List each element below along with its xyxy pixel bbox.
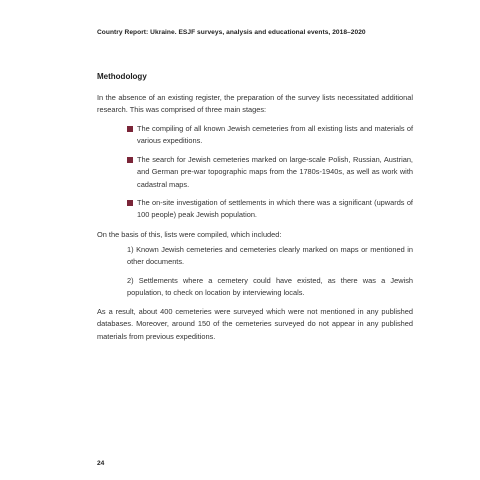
basis-paragraph: On the basis of this, lists were compiled, which included: [97,230,282,239]
stage-item [127,154,413,191]
result-paragraph: As a result, about 400 cemeteries were surveyed which were not mentioned in any published databases. Moreover, around 150 of the cemeteries surveyed do not appear in any published materials from previous expeditions. [97,307,413,341]
stage-text: The on-site investigation of settlements in which there was a significant (upwards of 100 people) peak Jewish population. [137,198,413,220]
stage-text: The compiling of all known Jewish cemeteries from all existing lists and materials of various expeditions. [137,124,413,146]
section-heading: Methodology [97,72,147,81]
stage-item [127,197,413,222]
stage-text: The search for Jewish cemeteries marked on large-scale Polish, Russian, Austrian, and German pre-war topographic maps from the 1780s-1940s, as well as work with cadastral maps. [137,154,413,189]
stages-list [127,123,413,228]
list-item: 2) Settlements where a cemetery could have existed, as there was a Jewish population, to check on location by interviewing locals. [127,275,413,298]
intro-paragraph: In the absence of an existing register, the preparation of the survey lists necessitated additional research. This was comprised of three main stages: [97,93,413,115]
square-bullet-icon [127,200,133,206]
page-number: 24 [97,460,105,467]
running-header: Country Report: Ukraine. ESJF surveys, analysis and educational events, 2018–2020 [97,29,366,36]
square-bullet-icon [127,126,133,132]
list-item: 1) Known Jewish cemeteries and cemeteries clearly marked on maps or mentioned in other documents. [127,245,413,267]
stage-item [127,123,413,148]
square-bullet-icon [127,157,133,163]
compiled-lists [127,244,413,306]
